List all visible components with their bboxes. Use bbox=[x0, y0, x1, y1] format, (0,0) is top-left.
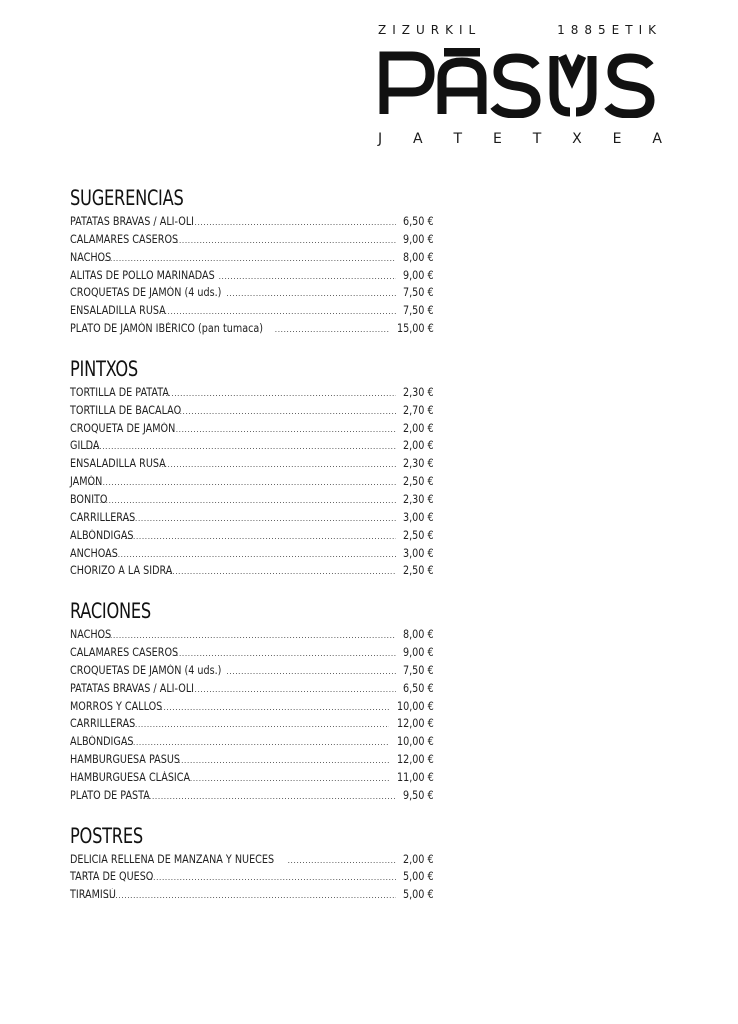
item-name: TARTA DE QUESO bbox=[70, 870, 154, 884]
dot-leader bbox=[179, 403, 396, 421]
menu-item bbox=[70, 527, 434, 545]
menu-section bbox=[70, 185, 434, 338]
dot-leader bbox=[124, 528, 396, 546]
item-name: CARRILLERAS bbox=[70, 510, 136, 524]
dot-leader bbox=[173, 421, 397, 439]
dot-leader bbox=[275, 321, 390, 339]
item-name: CHORIZO A LA SIDRA bbox=[70, 564, 173, 578]
dot-leader bbox=[162, 456, 397, 474]
dot-leader bbox=[190, 770, 390, 788]
logo-town: ZIZURKIL bbox=[378, 23, 482, 37]
item-name: PATATAS BRAVAS / ALI-OLI bbox=[70, 215, 195, 228]
pasus-wordmark-graphic bbox=[378, 48, 662, 118]
menu-item bbox=[70, 302, 434, 320]
item-price: 6,50 € bbox=[403, 215, 434, 228]
dot-leader bbox=[176, 232, 397, 250]
logo-subtitle-letter: E bbox=[612, 131, 622, 147]
item-price: 3,00 € bbox=[403, 546, 434, 560]
item-price: 5,00 € bbox=[403, 870, 434, 884]
menu-item bbox=[70, 626, 434, 644]
item-name: ALBÓNDIGAS bbox=[70, 528, 134, 542]
menu-item bbox=[70, 751, 434, 769]
dot-leader bbox=[162, 303, 397, 321]
dot-leader bbox=[218, 268, 396, 286]
item-price: 7,50 € bbox=[403, 304, 434, 318]
menu-item bbox=[70, 509, 434, 527]
item-price: 6,50 € bbox=[403, 681, 434, 695]
item-name: CROQUETAS DE JAMÓN (4 uds.) bbox=[70, 286, 222, 300]
menu-item bbox=[70, 698, 434, 716]
menu-item bbox=[70, 320, 434, 338]
item-price: 7,50 € bbox=[403, 286, 434, 300]
menu-item bbox=[70, 402, 434, 420]
item-price: 2,70 € bbox=[403, 403, 434, 417]
item-price: 15,00 € bbox=[397, 322, 434, 336]
item-price: 7,50 € bbox=[403, 663, 434, 677]
dot-leader bbox=[169, 563, 396, 581]
item-price: 2,00 € bbox=[403, 852, 434, 866]
item-price: 9,00 € bbox=[403, 232, 434, 246]
dot-leader bbox=[178, 752, 389, 770]
menu-item bbox=[70, 680, 434, 698]
dot-leader bbox=[194, 681, 396, 699]
menu-item bbox=[70, 868, 434, 886]
menu-item bbox=[70, 213, 434, 231]
section-title: SUGERENCIAS bbox=[70, 186, 184, 210]
item-price: 8,00 € bbox=[403, 628, 434, 642]
menu-item bbox=[70, 562, 434, 580]
restaurant-logo bbox=[378, 18, 662, 152]
section-title: POSTRES bbox=[70, 823, 143, 848]
menu bbox=[70, 185, 434, 904]
logo-since: 1885ETIK bbox=[557, 23, 662, 37]
logo-subtitle-letter: T bbox=[453, 131, 463, 147]
item-name: DELICIA RELLENA DE MANZANA Y NUECES bbox=[70, 852, 275, 866]
logo-subtitle-letter: X bbox=[572, 131, 582, 147]
menu-item bbox=[70, 851, 434, 869]
dot-leader bbox=[165, 385, 396, 403]
dot-leader bbox=[98, 627, 396, 645]
item-price: 2,50 € bbox=[403, 528, 434, 542]
item-name: NACHOS bbox=[70, 628, 112, 642]
item-price: 12,00 € bbox=[397, 717, 434, 731]
item-price: 3,00 € bbox=[403, 510, 434, 524]
logo-subtitle-letter: T bbox=[532, 131, 542, 147]
item-price: 5,00 € bbox=[403, 888, 434, 902]
logo-subtitle-letter: A bbox=[413, 131, 423, 147]
item-price: 10,00 € bbox=[397, 699, 434, 713]
item-price: 11,00 € bbox=[397, 770, 434, 784]
item-name: ALBÓNDIGAS bbox=[70, 735, 134, 749]
dot-leader bbox=[94, 492, 397, 510]
item-name: ENSALADILLA RUSA bbox=[70, 457, 166, 471]
dot-leader bbox=[157, 699, 389, 717]
logo-subtitle bbox=[378, 131, 662, 147]
item-price: 8,00 € bbox=[403, 250, 434, 264]
menu-section bbox=[70, 598, 434, 804]
item-name: MORROS Y CALLOS bbox=[70, 699, 163, 713]
menu-section bbox=[70, 356, 434, 580]
item-price: 2,50 € bbox=[403, 475, 434, 489]
dot-leader bbox=[226, 663, 396, 681]
menu-item bbox=[70, 715, 434, 733]
menu-item bbox=[70, 644, 434, 662]
menu-item bbox=[70, 886, 434, 904]
item-price: 2,00 € bbox=[403, 439, 434, 453]
item-name: CALAMARES CASEROS bbox=[70, 646, 179, 660]
dot-leader bbox=[84, 438, 396, 456]
item-name: PLATO DE PASTA bbox=[70, 788, 150, 802]
dot-leader bbox=[126, 716, 389, 734]
dot-leader bbox=[88, 474, 397, 492]
logo-subtitle-letter: J bbox=[378, 131, 383, 147]
menu-item bbox=[70, 733, 434, 751]
item-name: PLATO DE JAMÓN IBÉRICO (pan tumaca) bbox=[70, 322, 264, 336]
item-name: TORTILLA DE PATATA bbox=[70, 385, 169, 399]
menu-item bbox=[70, 420, 434, 438]
item-price: 2,50 € bbox=[403, 564, 434, 578]
item-name: ENSALADILLA RUSA bbox=[70, 304, 166, 318]
dot-leader bbox=[143, 788, 396, 806]
logo-subtitle-letter: E bbox=[492, 131, 502, 147]
menu-item bbox=[70, 384, 434, 402]
menu-item bbox=[70, 284, 434, 302]
dot-leader bbox=[194, 214, 396, 232]
menu-item bbox=[70, 249, 434, 267]
item-name: HAMBURGUESA PASUS bbox=[70, 753, 180, 767]
item-name: CARRILLERAS bbox=[70, 717, 136, 731]
section-title: RACIONES bbox=[70, 599, 151, 624]
item-name: GILDA bbox=[70, 439, 100, 453]
dot-leader bbox=[106, 546, 397, 564]
item-name: JAMÓN bbox=[70, 475, 103, 489]
menu-item bbox=[70, 769, 434, 787]
item-name: ALITAS DE POLLO MARINADAS bbox=[70, 268, 215, 282]
item-price: 2,00 € bbox=[403, 421, 434, 435]
item-price: 2,30 € bbox=[403, 492, 434, 506]
item-price: 12,00 € bbox=[397, 753, 434, 767]
menu-item bbox=[70, 437, 434, 455]
section-title: PINTXOS bbox=[70, 356, 138, 381]
item-price: 2,30 € bbox=[403, 385, 434, 399]
item-name: NACHOS bbox=[70, 250, 112, 264]
menu-item bbox=[70, 787, 434, 805]
menu-item bbox=[70, 662, 434, 680]
menu-item bbox=[70, 545, 434, 563]
item-name: HAMBURGUESA CLÁSICA bbox=[70, 770, 191, 784]
dot-leader bbox=[98, 250, 396, 268]
logo-subtitle-letter: A bbox=[652, 131, 662, 147]
item-name: BONITO bbox=[70, 492, 108, 506]
item-price: 9,00 € bbox=[403, 646, 434, 660]
dot-leader bbox=[287, 852, 396, 870]
menu-section bbox=[70, 823, 434, 905]
logo-tagline bbox=[378, 23, 662, 37]
item-name: CROQUETAS DE JAMÓN (4 uds.) bbox=[70, 663, 222, 677]
menu-item bbox=[70, 473, 434, 491]
dot-leader bbox=[126, 510, 396, 528]
item-price: 9,50 € bbox=[403, 788, 434, 802]
item-name: CROQUETA DE JAMÓN bbox=[70, 421, 176, 435]
item-name: CALAMARES CASEROS bbox=[70, 232, 179, 246]
dot-leader bbox=[104, 887, 397, 905]
item-name: ANCHOAS bbox=[70, 546, 118, 560]
menu-item bbox=[70, 491, 434, 509]
logo-wordmark bbox=[378, 48, 662, 118]
item-price: 10,00 € bbox=[397, 735, 434, 749]
item-name: TIRAMISÚ bbox=[70, 888, 116, 902]
dot-leader bbox=[226, 285, 396, 303]
dot-leader bbox=[147, 869, 396, 887]
item-name: TORTILLA DE BACALAO bbox=[70, 403, 182, 417]
item-name: PATATAS BRAVAS / ALI-OLI bbox=[70, 681, 195, 695]
dot-leader bbox=[176, 645, 397, 663]
dot-leader bbox=[124, 734, 389, 752]
menu-item bbox=[70, 267, 434, 285]
item-price: 9,00 € bbox=[403, 268, 434, 282]
menu-item bbox=[70, 455, 434, 473]
menu-item bbox=[70, 231, 434, 249]
item-price: 2,30 € bbox=[403, 457, 434, 471]
